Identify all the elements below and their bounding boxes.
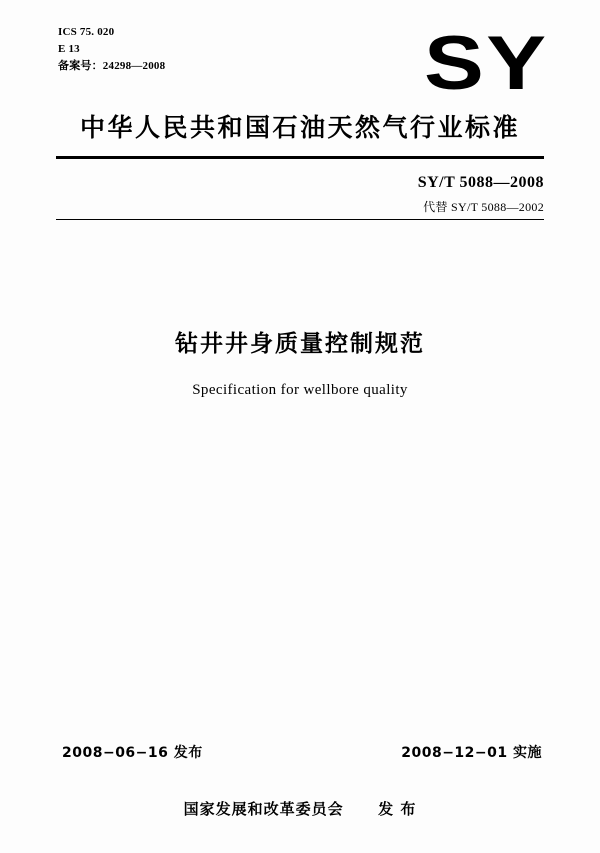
- ics-code: ICS 75. 020: [58, 26, 115, 38]
- header-title: 中华人民共和国石油天然气行业标准: [79, 113, 520, 142]
- classification-code: E 13: [58, 43, 80, 55]
- standard-number: SY/T 5088—2008: [417, 174, 544, 191]
- divider-thick: [56, 156, 544, 159]
- standard-number-block: [418, 174, 544, 215]
- publisher-suffix: 发 布: [378, 800, 417, 818]
- publisher-name: 国家发展和改革委员会: [183, 800, 344, 818]
- document-title-english: Specification for wellbore quality: [192, 382, 408, 398]
- document-title-chinese: 钻井井身质量控制规范: [175, 331, 425, 357]
- issue-date: 2008−06−16 发布: [62, 745, 203, 761]
- sy-logo: SY: [423, 21, 548, 106]
- replaces-note: 代替 SY/T 5088—2002: [423, 200, 544, 214]
- identifier-block: [58, 24, 165, 75]
- effective-date: 2008−12−01 实施: [401, 745, 542, 761]
- publisher-line: [0, 798, 600, 819]
- record-number: 备案号：24298—2008: [58, 60, 166, 72]
- divider-thin: [56, 219, 544, 220]
